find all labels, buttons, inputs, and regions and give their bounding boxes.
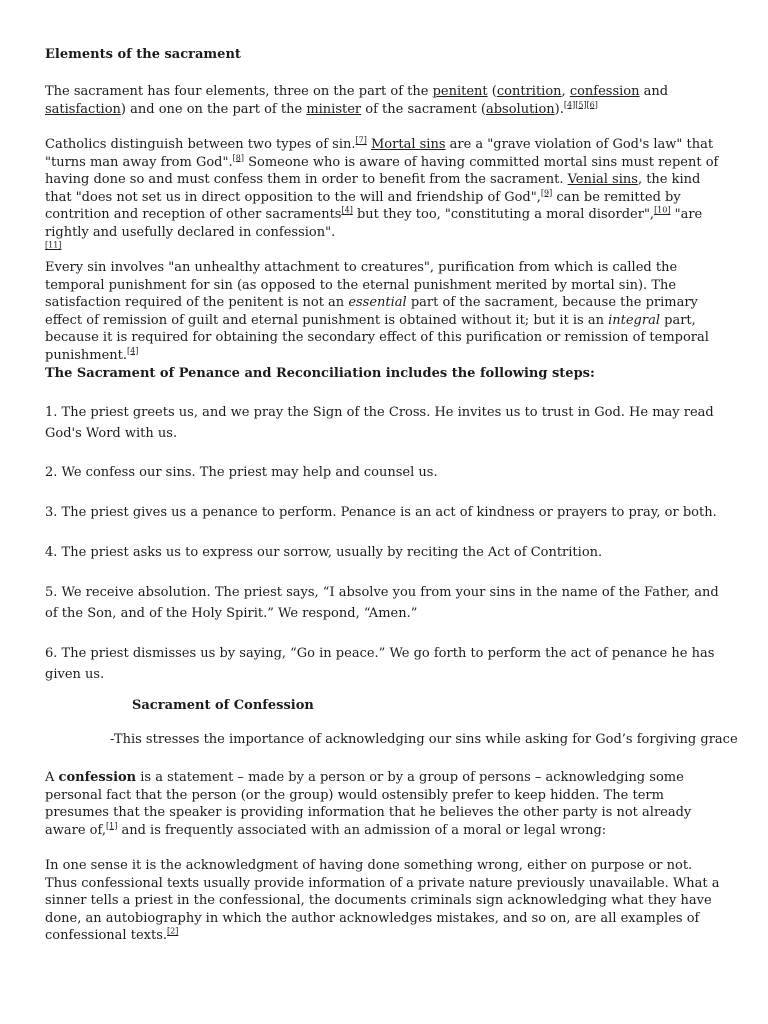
text-run: is a statement – made by a person or by a group of persons – acknowledging some personal fact that the person (or the group) would ostensibly prefer to keep hidden. The term presumes that the speaker is providing information that he believes the other party is not already aware of, [45,770,692,838]
step-6: 6. The priest dismisses us by saying, “Go in peace.” We go forth to perform the act of penance he has given us. [45,646,715,682]
citation-link[interactable]: [4][5][6] [563,100,598,110]
link-confession[interactable]: confession [569,84,640,99]
paragraph-confessional-texts [45,857,725,945]
text-run: but they too, "constituting a moral disorder", [352,207,655,222]
step-3: 3. The priest gives us a penance to perform. Penance is an act of kindness or prayers to pray, or both. [45,505,717,520]
citation-link[interactable]: [4] [127,346,139,356]
paragraph-elements [45,83,725,118]
text-run: A [45,770,59,785]
text-run: "are rightly and usefully declared in confession". [45,207,703,240]
italic-essential: essential [348,295,407,310]
step-2: 2. We confess our sins. The priest may help and counsel us. [45,465,438,480]
citation-link[interactable]: [4] [341,205,353,215]
italic-integral: integral [608,312,661,328]
text-run: can be remitted by contrition and reception of other sacraments [45,189,681,222]
text-run: are a "grave violation of God's law" that "turns man away from God". [45,137,714,170]
step-5: 5. We receive absolution. The priest says, “I absolve you from your sins in the name of the Father, and of the Son, and of the Holy Spirit.” We respond, “Amen.” [45,585,719,621]
link-venial-sins[interactable]: Venial sins [567,172,638,187]
citation-link[interactable]: [11] [45,240,62,250]
text-run: ( [487,84,497,99]
text-run: Every sin involves "an unhealthy attachment to creatures", purification from which is called the temporal punishment for sin (as opposed to the eternal punishment merited by mortal sin). The satisfaction required of the penitent is not an [45,260,678,310]
paragraph-temporal-punishment [45,259,725,364]
citation-link[interactable]: [2] [167,926,179,936]
citation-link[interactable]: [9] [540,188,553,198]
text-run: Someone who is aware of having committed mortal sins must repent of having done so and must confess them in order to benefit from the sacrament. [45,154,719,187]
bold-confession: confession [58,770,137,785]
citation-link[interactable]: [7] [355,135,367,145]
link-penitent[interactable]: penitent [432,84,488,99]
citation-link[interactable]: [8] [232,153,244,163]
link-minister[interactable]: minister [306,101,362,117]
text-run: ). [554,101,564,117]
text-run: part of the sacrament, because the primary effect of remission of guilt and eternal punishment is obtained without it; but it is an [45,295,698,328]
heading-steps: The Sacrament of Penance and Reconciliation includes the following steps: [45,366,595,381]
text-run: and is frequently associated with an admission of a moral or legal wrong: [117,822,607,838]
text-run: , [561,84,570,99]
link-contrition[interactable]: contrition [496,84,562,99]
text-run: part, because it is required for obtaining the secondary effect of this purification or remission of temporal punishment. [45,312,709,363]
text-run: , the kind that "does not set us in direct opposition to the will and friendship of God", [45,172,701,205]
text-run: The sacrament has four elements, three on the part of the [45,84,433,99]
citation-link[interactable]: [1] [105,821,118,831]
link-absolution[interactable]: absolution [485,101,555,117]
text-run: Catholics distinguish between two types of sin. [45,137,356,152]
step-1: 1. The priest greets us, and we pray the Sign of the Cross. He invites us to trust in God. He may read God's Word with us. [45,405,714,441]
link-mortal-sins[interactable]: Mortal sins [371,137,446,152]
heading-sacrament-of-confession: Sacrament of Confession [132,698,314,713]
text-run: ) and one on the part of the [120,101,307,117]
text-run: and [639,84,669,99]
text-run: In one sense it is the acknowledgment of having done something wrong, either on purpose or not. Thus confessional texts usually provide information of a private nature previously unavailable. What a sinner tells a priest in the confessional, the documents criminals sign acknowledging what they have done, an autobiography in which the author acknowledges mistakes, and so on, are all examples of confessional texts. [45,858,720,943]
paragraph-confession-definition [45,769,725,839]
citation-link[interactable]: [10] [654,205,671,215]
text-run: of the sacrament ( [361,101,486,117]
subnote: -This stresses the importance of acknowledging our sins while asking for God’s forgiving grace [110,732,738,747]
link-satisfaction[interactable]: satisfaction [45,101,121,117]
paragraph-sin-types [45,136,725,259]
step-4: 4. The priest asks us to express our sorrow, usually by reciting the Act of Contrition. [45,545,603,560]
heading-elements: Elements of the sacrament [45,47,241,62]
